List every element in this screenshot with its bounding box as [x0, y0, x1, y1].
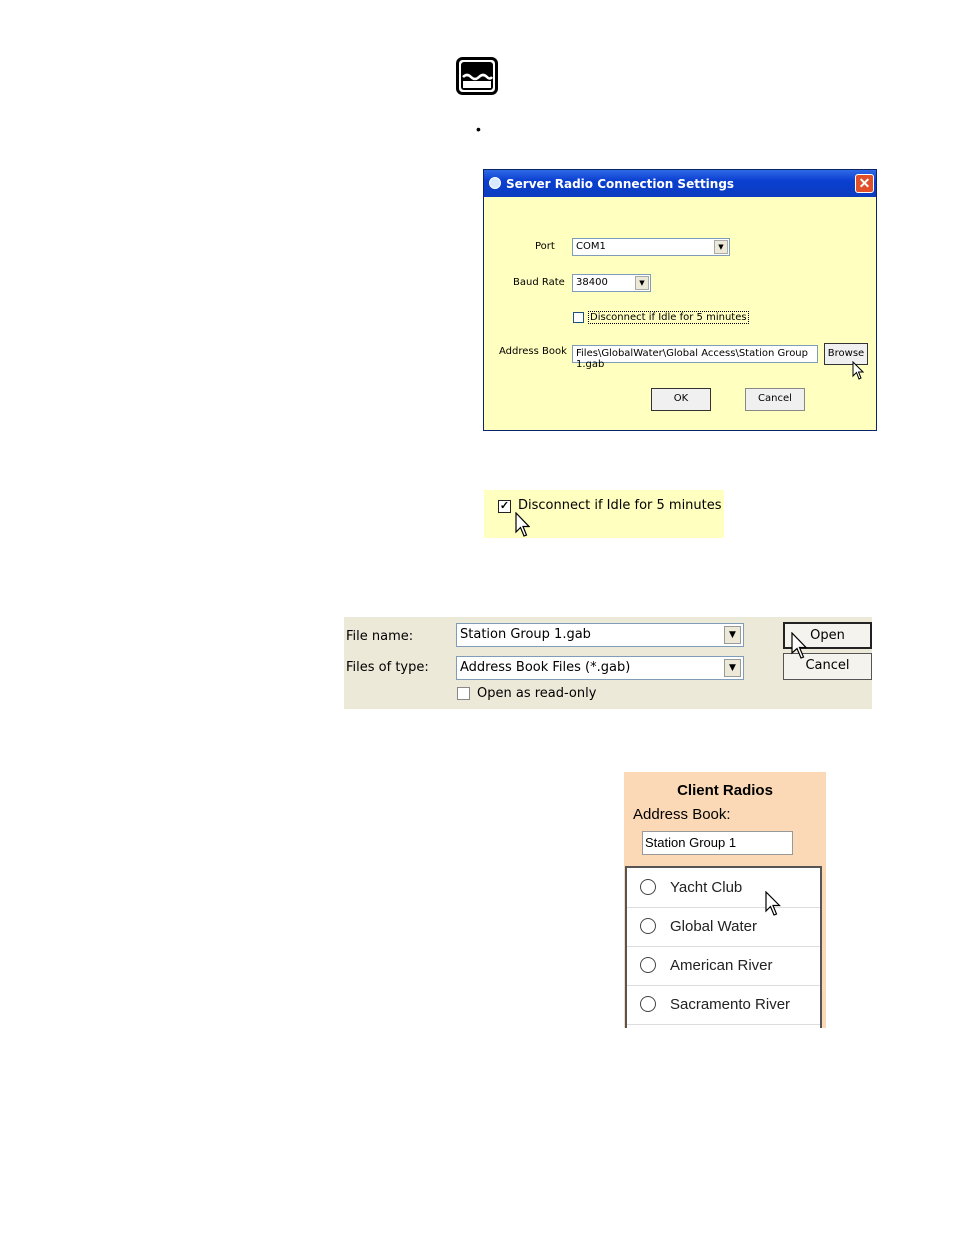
- cancel-button[interactable]: Cancel: [745, 388, 805, 411]
- disconnect-checkbox-checked[interactable]: ✓: [499, 500, 510, 512]
- open-file-dialog-section: [344, 617, 872, 709]
- file-name-combo[interactable]: [456, 623, 744, 647]
- radio-button[interactable]: [640, 879, 656, 895]
- disconnect-checkbox[interactable]: [573, 312, 584, 323]
- bullet-point: •: [476, 121, 481, 137]
- station-name: Global Water: [670, 918, 757, 935]
- client-radios-title: Client Radios: [677, 782, 773, 799]
- chevron-down-icon[interactable]: ▼: [724, 626, 741, 644]
- address-book-label: Address Book: [499, 346, 567, 357]
- baud-rate-label: Baud Rate: [513, 277, 565, 288]
- station-item[interactable]: [627, 907, 820, 947]
- address-book-field[interactable]: Station Group 1: [642, 831, 793, 855]
- ok-button[interactable]: OK: [651, 388, 711, 411]
- read-only-checkbox[interactable]: [457, 687, 470, 700]
- dialog-title: Server Radio Connection Settings: [506, 177, 735, 191]
- disconnect-checkbox-closeup: [484, 490, 724, 538]
- arrow-cursor-icon: [765, 891, 781, 917]
- read-only-label: Open as read-only: [477, 686, 597, 701]
- file-name-value: Station Group 1.gab: [460, 627, 591, 642]
- station-name: American River: [670, 957, 773, 974]
- port-value: COM1: [576, 241, 606, 252]
- port-label: Port: [535, 241, 555, 252]
- arrow-cursor-icon: [515, 512, 530, 538]
- chevron-down-icon[interactable]: ▼: [724, 659, 741, 677]
- station-item[interactable]: [627, 985, 820, 1025]
- radio-button[interactable]: [640, 918, 656, 934]
- browse-button[interactable]: Browse: [824, 343, 868, 365]
- arrow-cursor-icon: [791, 632, 807, 660]
- close-icon[interactable]: ✕: [855, 174, 874, 193]
- address-book-label: Address Book:: [633, 806, 731, 823]
- disconnect-checkbox-label: Disconnect if Idle for 5 minutes: [518, 498, 722, 513]
- station-name: Sacramento River: [670, 996, 791, 1013]
- address-book-input[interactable]: Files\GlobalWater\Global Access\Station Group 1.gab: [572, 345, 818, 363]
- dialog-title-bar[interactable]: [484, 170, 876, 197]
- station-item[interactable]: [627, 868, 820, 908]
- baud-rate-value: 38400: [576, 277, 608, 288]
- baud-rate-select[interactable]: [572, 274, 651, 292]
- station-name: Yacht Club: [670, 879, 743, 896]
- radio-button[interactable]: [640, 957, 656, 973]
- client-radios-panel: [624, 772, 826, 1028]
- open-button[interactable]: Open: [783, 622, 872, 649]
- file-name-label: File name:: [346, 629, 414, 644]
- station-item[interactable]: [627, 946, 820, 986]
- station-list: [625, 866, 822, 1028]
- app-icon: [489, 177, 501, 189]
- radio-button[interactable]: [640, 996, 656, 1012]
- chevron-down-icon[interactable]: ▼: [635, 276, 649, 290]
- file-type-value: Address Book Files (*.gab): [460, 660, 631, 675]
- server-radio-connection-dialog: [483, 169, 877, 431]
- disconnect-label: Disconnect if Idle for 5 minutes: [590, 312, 747, 323]
- port-select[interactable]: [572, 238, 730, 256]
- chevron-down-icon[interactable]: ▼: [714, 240, 728, 254]
- water-waves-logo-icon: [456, 57, 498, 95]
- cancel-button[interactable]: Cancel: [783, 653, 872, 680]
- file-type-combo[interactable]: [456, 656, 744, 680]
- file-type-label: Files of type:: [346, 660, 429, 675]
- arrow-cursor-icon: [852, 361, 864, 381]
